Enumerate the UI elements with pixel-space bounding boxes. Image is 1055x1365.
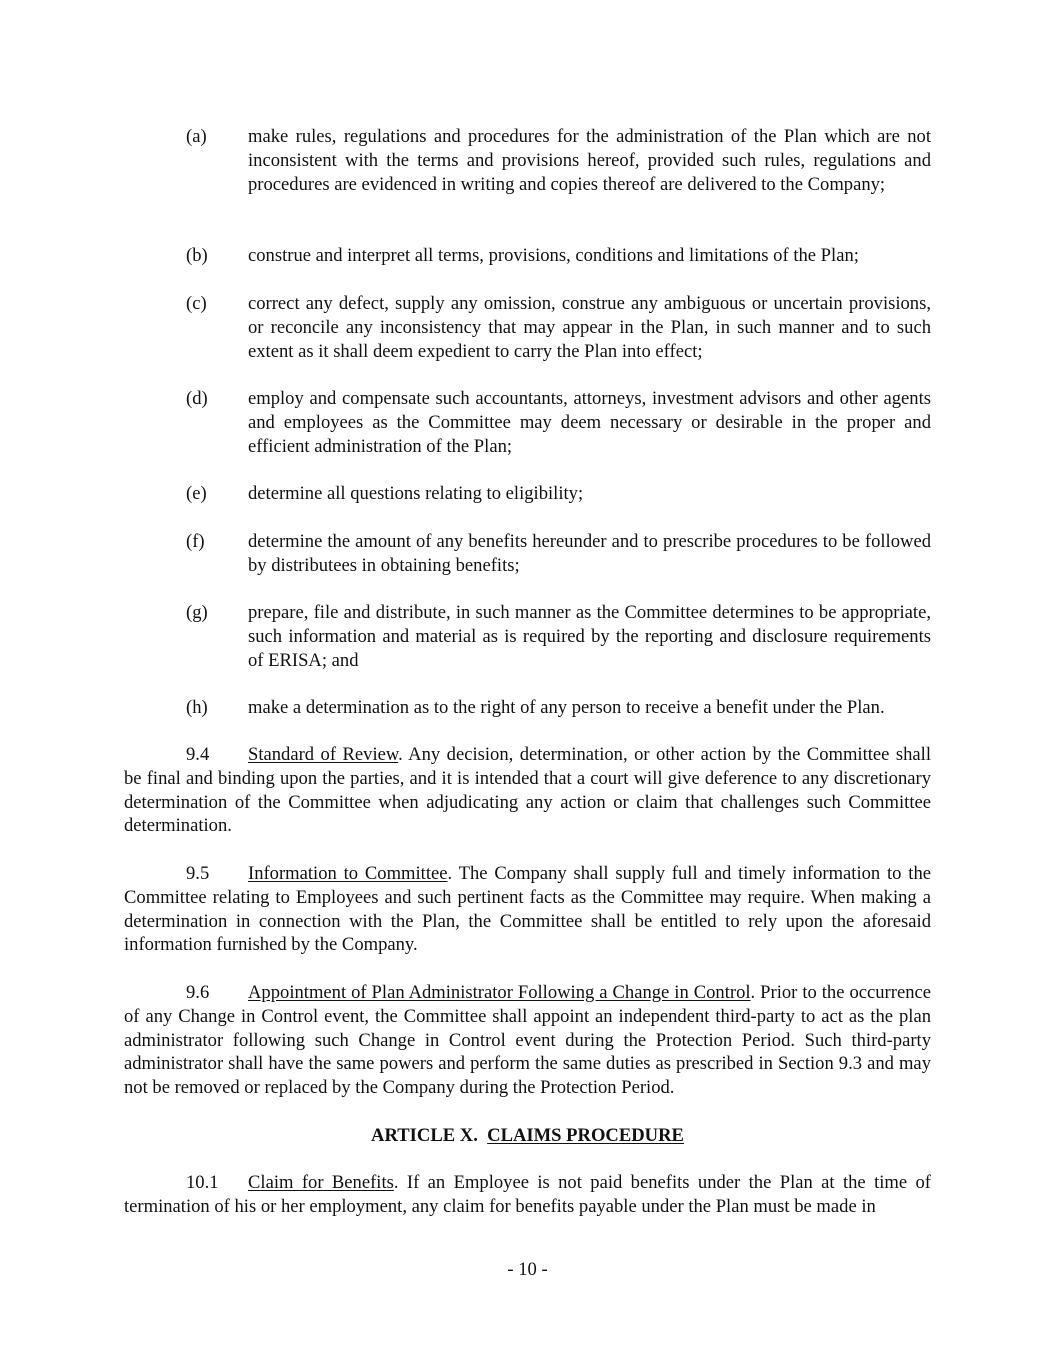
article-title: CLAIMS PROCEDURE — [487, 1125, 684, 1146]
list-item-text: prepare, file and distribute, in such manner as the Committee determines to be appropriate, such information and material as is required by the reporting and disclosure requirements of ERISA; and — [248, 602, 931, 671]
section-9-4 — [124, 743, 931, 838]
section-title: Standard of Review — [248, 744, 399, 765]
list-item-text: make a determination as to the right of any person to receive a benefit under the Plan. — [248, 697, 885, 718]
article-heading — [124, 1124, 931, 1148]
section-title: Claim for Benefits — [248, 1172, 394, 1193]
list-item-text: determine all questions relating to eligibility; — [248, 483, 584, 504]
list-item-label: (f) — [186, 531, 205, 552]
list-item-label: (h) — [186, 697, 208, 718]
page-number: - 10 - — [507, 1259, 548, 1280]
section-body: . The Company shall supply full and timely information to the Committee relating to Employees and such pertinent facts as the Committee may require. When making a determination in connection with the Plan, the Committee shall be entitled to rely upon the aforesaid information furnished by the Company. — [124, 863, 932, 956]
list-item-label: (a) — [186, 126, 207, 147]
list-item-label: (b) — [186, 245, 208, 266]
list-item-text: correct any defect, supply any omission, construe any ambiguous or uncertain provisions, or reconcile any inconsistency that may appear in the Plan, in such manner and to such extent as it shall deem expedient to carry the Plan into effect; — [248, 293, 931, 362]
section-9-5 — [124, 862, 931, 957]
list-item-text: employ and compensate such accountants, attorneys, investment advisors and other agents and employees as the Committee may deem necessary or desirable in the proper and efficient administration of the Plan; — [248, 388, 931, 457]
list-item-text: make rules, regulations and procedures for the administration of the Plan which are not inconsistent with the terms and provisions hereof, provided such rules, regulations and procedures are evidenced in writing and copies thereof are delivered to the Company; — [248, 126, 931, 195]
section-body: . If an Employee is not paid benefits under the Plan at the time of termination of his or her employment, any claim for benefits payable under the Plan must be made in — [124, 1172, 931, 1217]
list-item-label: (e) — [186, 483, 207, 504]
section-title: Information to Committee — [248, 863, 448, 884]
section-9-6 — [124, 981, 931, 1100]
list-item-label: (g) — [186, 602, 208, 623]
list-item-text: determine the amount of any benefits hereunder and to prescribe procedures to be followed by distributees in obtaining benefits; — [248, 531, 931, 576]
list-item-text: construe and interpret all terms, provisions, conditions and limitations of the Plan; — [248, 245, 859, 266]
section-number: 9.4 — [186, 744, 210, 765]
article-prefix: ARTICLE X. — [371, 1125, 478, 1146]
section-number: 9.5 — [186, 863, 210, 884]
section-number: 10.1 — [186, 1172, 219, 1193]
section-body: . Prior to the occurrence of any Change in Control event, the Committee shall appoint an independent third-party to act as the plan administrator following such Change in Control event during the Protection Period. Such third-party administrator shall have the same powers and perform the same duties as prescribed in Section 9.3 and may not be removed or replaced by the Company during the Protection Period. — [124, 982, 931, 1099]
section-number: 9.6 — [186, 982, 210, 1003]
section-body: . Any decision, determination, or other action by the Committee shall be final and binding upon the parties, and it is intended that a court will give deference to any discretionary determination of the Committee when adjudicating any action or claim that challenges such Committee determination. — [124, 744, 931, 837]
list-item-label: (d) — [186, 388, 208, 409]
list-item-label: (c) — [186, 293, 207, 314]
section-10-1 — [124, 1171, 931, 1219]
section-title: Appointment of Plan Administrator Following a Change in Control — [248, 982, 751, 1003]
